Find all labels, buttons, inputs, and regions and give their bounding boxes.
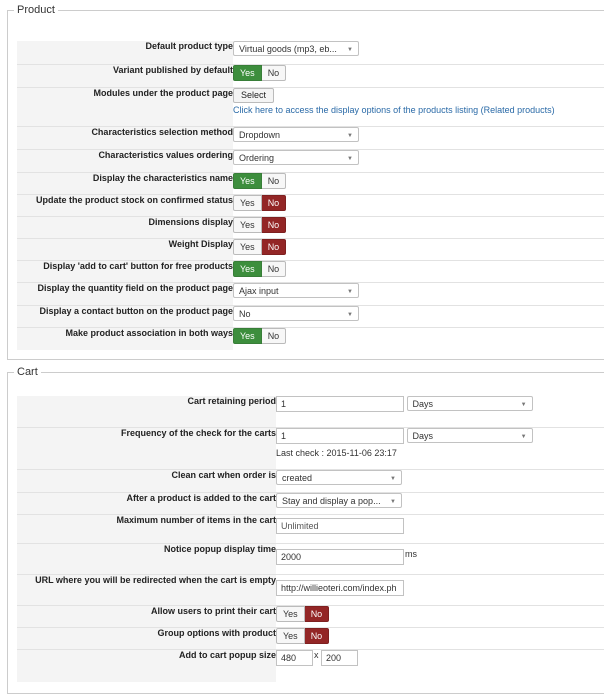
print-toggle[interactable]: [276, 606, 329, 622]
table-row: [17, 194, 604, 216]
update-stock-toggle[interactable]: [233, 195, 286, 211]
clean-select[interactable]: created ▼: [276, 470, 402, 485]
caret-down-icon: ▼: [390, 475, 396, 482]
display-char-name-label: Display the characteristics name: [17, 172, 233, 194]
weight-toggle[interactable]: [233, 239, 286, 255]
char-ordering-select[interactable]: Ordering ▼: [233, 150, 359, 165]
caret-down-icon: ▼: [347, 47, 353, 53]
caret-down-icon: ▼: [347, 311, 353, 318]
retaining-unit-select[interactable]: Days ▼: [407, 396, 533, 411]
group-options-yes-button[interactable]: Yes: [276, 628, 305, 644]
table-row: [17, 492, 604, 514]
table-row: [17, 427, 604, 469]
association-yes-button[interactable]: Yes: [233, 328, 262, 344]
table-row: [17, 627, 604, 649]
popup-size-label: Add to cart popup size: [17, 649, 276, 682]
table-row: [17, 605, 604, 627]
dimensions-no-button[interactable]: No: [262, 217, 287, 233]
redirect-url-input[interactable]: http://willieoteri.com/index.ph: [276, 580, 404, 596]
display-char-name-toggle[interactable]: [233, 173, 286, 189]
variant-published-toggle[interactable]: [233, 65, 286, 81]
redirect-url-label: URL where you will be redirected when the cart is empty: [17, 574, 276, 605]
variant-published-yes-button[interactable]: Yes: [233, 65, 262, 81]
frequency-label: Frequency of the check for the carts: [17, 427, 276, 469]
caret-down-icon: ▼: [390, 498, 396, 505]
table-row: [17, 574, 604, 605]
quantity-field-label: Display the quantity field on the product page: [17, 282, 233, 305]
add-to-cart-free-yes-button[interactable]: Yes: [233, 261, 262, 277]
product-legend: Product: [17, 4, 55, 16]
quantity-field-select[interactable]: Ajax input ▼: [233, 283, 359, 298]
table-row: [17, 305, 604, 327]
group-options-no-button[interactable]: No: [305, 628, 330, 644]
contact-button-label: Display a contact button on the product page: [17, 305, 233, 327]
add-to-cart-free-toggle[interactable]: [233, 261, 286, 277]
association-no-button[interactable]: No: [262, 328, 287, 344]
caret-down-icon: ▼: [520, 402, 527, 408]
table-row: [17, 64, 604, 87]
product-options-table: [17, 41, 604, 350]
cart-fieldset: [7, 366, 604, 694]
char-selection-label: Characteristics selection method: [17, 126, 233, 149]
update-stock-yes-button[interactable]: Yes: [233, 195, 262, 211]
retaining-input[interactable]: 1: [276, 396, 404, 412]
modules-select-button[interactable]: Select: [233, 88, 274, 103]
product-fieldset: [7, 4, 604, 360]
table-row: [17, 469, 604, 492]
weight-label: Weight Display: [17, 238, 233, 260]
retaining-label: Cart retaining period: [17, 396, 276, 427]
update-stock-label: Update the product stock on confirmed status: [17, 194, 233, 216]
association-label: Make product association in both ways: [17, 327, 233, 350]
display-char-name-yes-button[interactable]: Yes: [233, 173, 262, 189]
default-product-type-select[interactable]: Virtual goods (mp3, eb... ▼: [233, 41, 359, 56]
group-options-label: Group options with product: [17, 627, 276, 649]
notice-time-input[interactable]: 2000: [276, 549, 404, 565]
frequency-input[interactable]: 1: [276, 428, 404, 444]
variant-published-label: Variant published by default: [17, 64, 233, 87]
caret-down-icon: ▼: [347, 288, 353, 295]
popup-width-input[interactable]: 480: [276, 650, 313, 666]
default-product-type-label: Default product type: [17, 41, 233, 64]
table-row: [17, 396, 604, 427]
char-selection-select[interactable]: Dropdown ▼: [233, 127, 359, 142]
modules-label: Modules under the product page: [17, 87, 233, 126]
table-row: [17, 216, 604, 238]
group-options-toggle[interactable]: [276, 628, 329, 644]
max-items-input[interactable]: Unlimited: [276, 518, 404, 534]
dimensions-toggle[interactable]: [233, 217, 286, 233]
notice-time-unit: ms: [405, 548, 417, 559]
popup-height-input[interactable]: 200: [321, 650, 358, 666]
max-items-label: Maximum number of items in the cart: [17, 514, 276, 543]
add-to-cart-free-no-button[interactable]: No: [262, 261, 287, 277]
last-check-text: Last check : 2015-11-06 23:17: [276, 447, 397, 458]
dimensions-yes-button[interactable]: Yes: [233, 217, 262, 233]
notice-time-label: Notice popup display time: [17, 543, 276, 574]
popup-size-separator: x: [314, 649, 319, 660]
after-added-label: After a product is added to the cart: [17, 492, 276, 514]
table-row: [17, 126, 604, 149]
display-char-name-no-button[interactable]: No: [262, 173, 287, 189]
caret-down-icon: ▼: [347, 155, 353, 162]
print-yes-button[interactable]: Yes: [276, 606, 305, 622]
update-stock-no-button[interactable]: No: [262, 195, 287, 211]
contact-button-select[interactable]: No ▼: [233, 306, 359, 321]
association-toggle[interactable]: [233, 328, 286, 344]
table-row: [17, 282, 604, 305]
table-row: [17, 514, 604, 543]
frequency-unit-select[interactable]: Days ▼: [407, 428, 533, 443]
table-row: [17, 649, 604, 682]
weight-yes-button[interactable]: Yes: [233, 239, 262, 255]
caret-down-icon: ▼: [520, 433, 527, 440]
after-added-select[interactable]: Stay and display a pop... ▼: [276, 493, 402, 508]
table-row: [17, 41, 604, 64]
char-ordering-label: Characteristics values ordering: [17, 149, 233, 172]
cart-options-table: [17, 396, 604, 682]
caret-down-icon: ▼: [347, 132, 353, 139]
cart-legend: Cart: [17, 366, 38, 378]
display-options-link[interactable]: Click here to access the display options of the products listing (Related products): [233, 104, 555, 115]
table-row: [17, 172, 604, 194]
table-row: [17, 238, 604, 260]
table-row: [17, 260, 604, 282]
table-row: [17, 327, 604, 350]
dimensions-label: Dimensions display: [17, 216, 233, 238]
table-row: [17, 543, 604, 574]
weight-no-button[interactable]: No: [262, 239, 287, 255]
add-to-cart-free-label: Display 'add to cart' button for free products: [17, 260, 233, 282]
clean-label: Clean cart when order is: [17, 469, 276, 492]
print-label: Allow users to print their cart: [17, 605, 276, 627]
variant-published-no-button[interactable]: No: [262, 65, 287, 81]
table-row: [17, 149, 604, 172]
print-no-button[interactable]: No: [305, 606, 330, 622]
table-row: [17, 87, 604, 126]
